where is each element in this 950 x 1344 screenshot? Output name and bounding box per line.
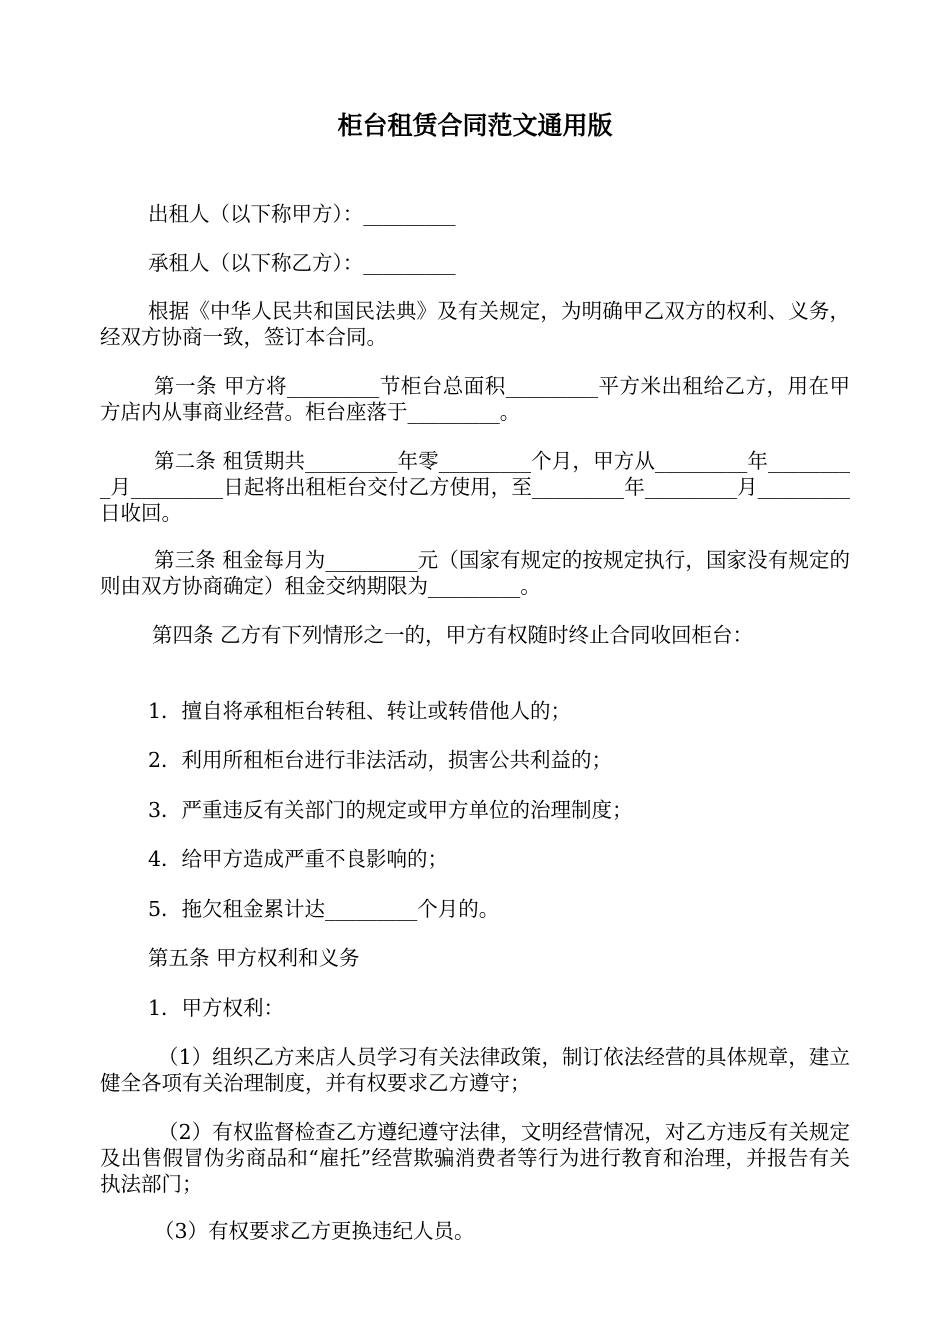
- list-item: 3．严重违反有关部门的规定或甲方单位的治理制度；: [148, 798, 633, 822]
- lessee-line: 承租人（以下称乙方）：_________: [148, 251, 456, 275]
- article-3: 第三条 租金每月为_________元（国家有规定的按规定执行，国家没有规定的则由双方协商确定）租金交纳期限为_________。: [100, 548, 850, 598]
- list-item: 5．拖欠租金累计达_________个月的。: [148, 897, 500, 921]
- lessor-line: 出租人（以下称甲方）：_________: [148, 202, 456, 226]
- right-1: （1）组织乙方来店人员学习有关法律政策，制订依法经营的具体规章，建立健全各项有关治理制度，并有权要求乙方遵守；: [100, 1045, 850, 1095]
- article-2: 第二条 租赁期共_________年零_________个月，甲方从_________年_________月_________日起将出租柜台交付乙方使用，至_________年_________月_________日收回。: [100, 449, 850, 525]
- intro-paragraph: 根据《中华人民共和国民法典》及有关规定，为明确甲乙双方的权利、义务，经双方协商一致，签订本合同。: [100, 299, 850, 349]
- article-1: 第一条 甲方将_________节柜台总面积_________平方米出租给乙方，用在甲方店内从事商业经营。柜台座落于_________。: [100, 374, 850, 424]
- right-3: （3）有权要求乙方更换违纪人员。: [154, 1219, 475, 1243]
- article-4: 第四条 乙方有下列情形之一的，甲方有权随时终止合同收回柜台：: [152, 623, 754, 647]
- rights-heading: 1．甲方权利：: [148, 996, 285, 1020]
- article-5-heading: 第五条 甲方权利和义务: [148, 946, 360, 970]
- list-item: 1．擅自将承租柜台转租、转让或转借他人的；: [148, 699, 572, 723]
- list-item: 2．利用所租柜台进行非法活动，损害公共利益的；: [148, 748, 613, 772]
- list-item: 4．给甲方造成严重不良影响的；: [148, 847, 449, 871]
- right-2: （2）有权监督检查乙方遵纪遵守法律，文明经营情况，对乙方违反有关规定及出售假冒伪劣商品和“雇托”经营欺骗消费者等行为进行教育和治理，并报告有关执法部门；: [100, 1120, 850, 1196]
- document-title: 柜台租赁合同范文通用版: [337, 111, 613, 140]
